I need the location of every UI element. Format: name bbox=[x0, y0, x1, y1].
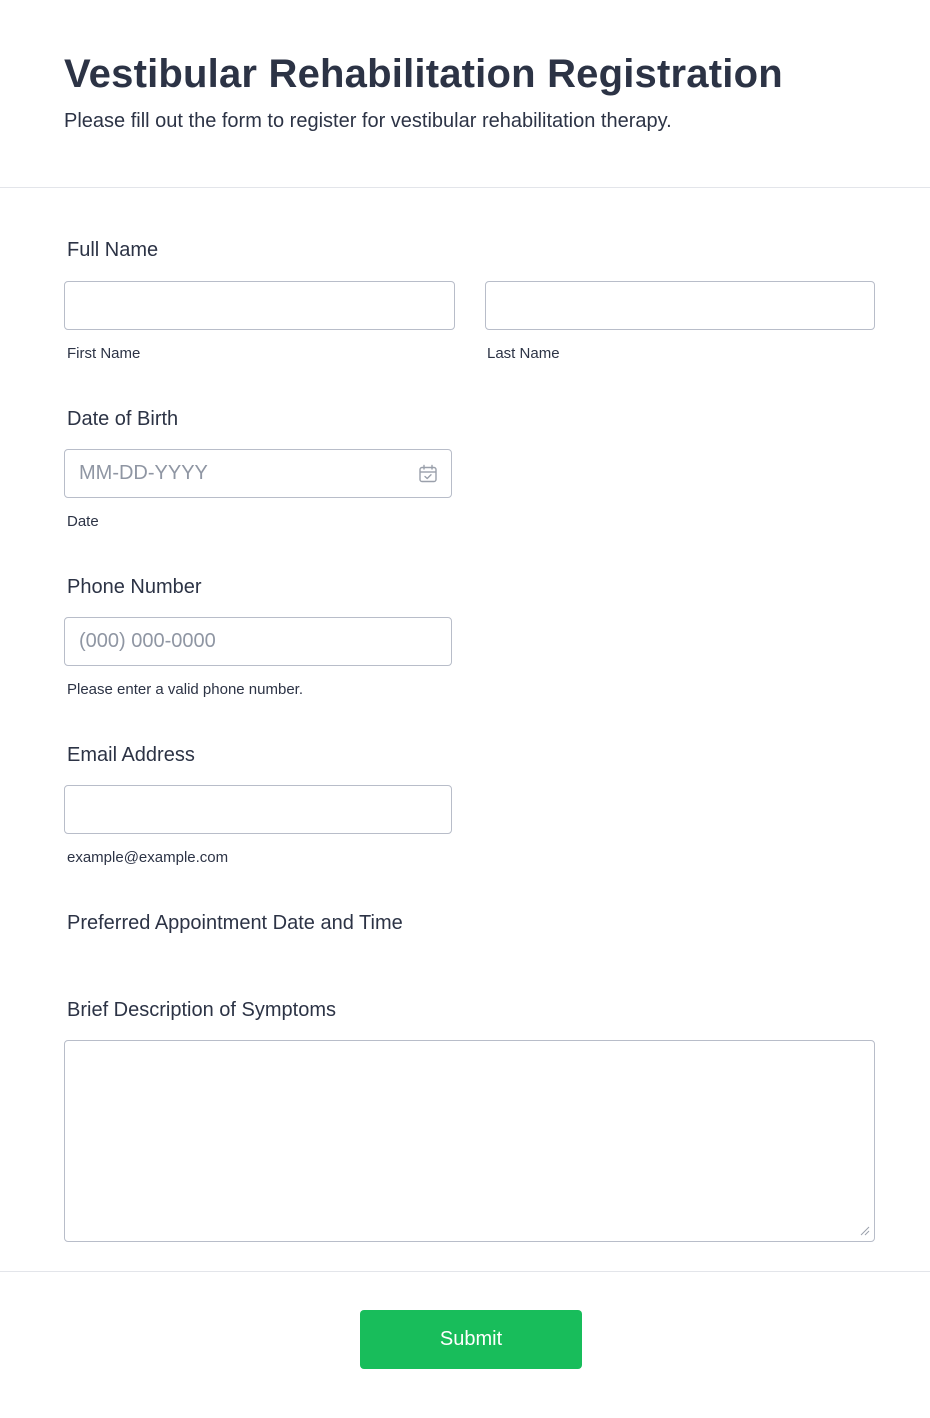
full-name-label: Full Name bbox=[67, 239, 159, 261]
date-of-birth-input[interactable] bbox=[64, 449, 452, 498]
last-name-sublabel: Last Name bbox=[487, 345, 560, 362]
calendar-icon[interactable] bbox=[418, 464, 438, 484]
email-address-label: Email Address bbox=[67, 744, 195, 766]
page-title: Vestibular Rehabilitation Registration bbox=[64, 52, 783, 96]
first-name-input[interactable] bbox=[64, 281, 455, 330]
phone-number-sublabel: Please enter a valid phone number. bbox=[67, 681, 303, 698]
date-sublabel: Date bbox=[67, 513, 99, 530]
symptoms-textarea[interactable] bbox=[64, 1040, 875, 1242]
form-header bbox=[0, 0, 930, 188]
submit-button[interactable]: Submit bbox=[360, 1310, 582, 1369]
last-name-input[interactable] bbox=[485, 281, 875, 330]
symptoms-label: Brief Description of Symptoms bbox=[67, 999, 336, 1021]
date-of-birth-label: Date of Birth bbox=[67, 408, 179, 430]
phone-number-label: Phone Number bbox=[67, 576, 202, 598]
first-name-sublabel: First Name bbox=[67, 345, 141, 362]
phone-number-input[interactable] bbox=[64, 617, 452, 666]
email-sublabel: example@example.com bbox=[67, 849, 229, 866]
appointment-label: Preferred Appointment Date and Time bbox=[67, 912, 403, 934]
page-subtitle: Please fill out the form to register for vestibular rehabilitation therapy. bbox=[64, 110, 672, 132]
email-input[interactable] bbox=[64, 785, 452, 834]
footer-divider bbox=[0, 1271, 930, 1272]
resize-grip-icon[interactable] bbox=[858, 1224, 870, 1236]
